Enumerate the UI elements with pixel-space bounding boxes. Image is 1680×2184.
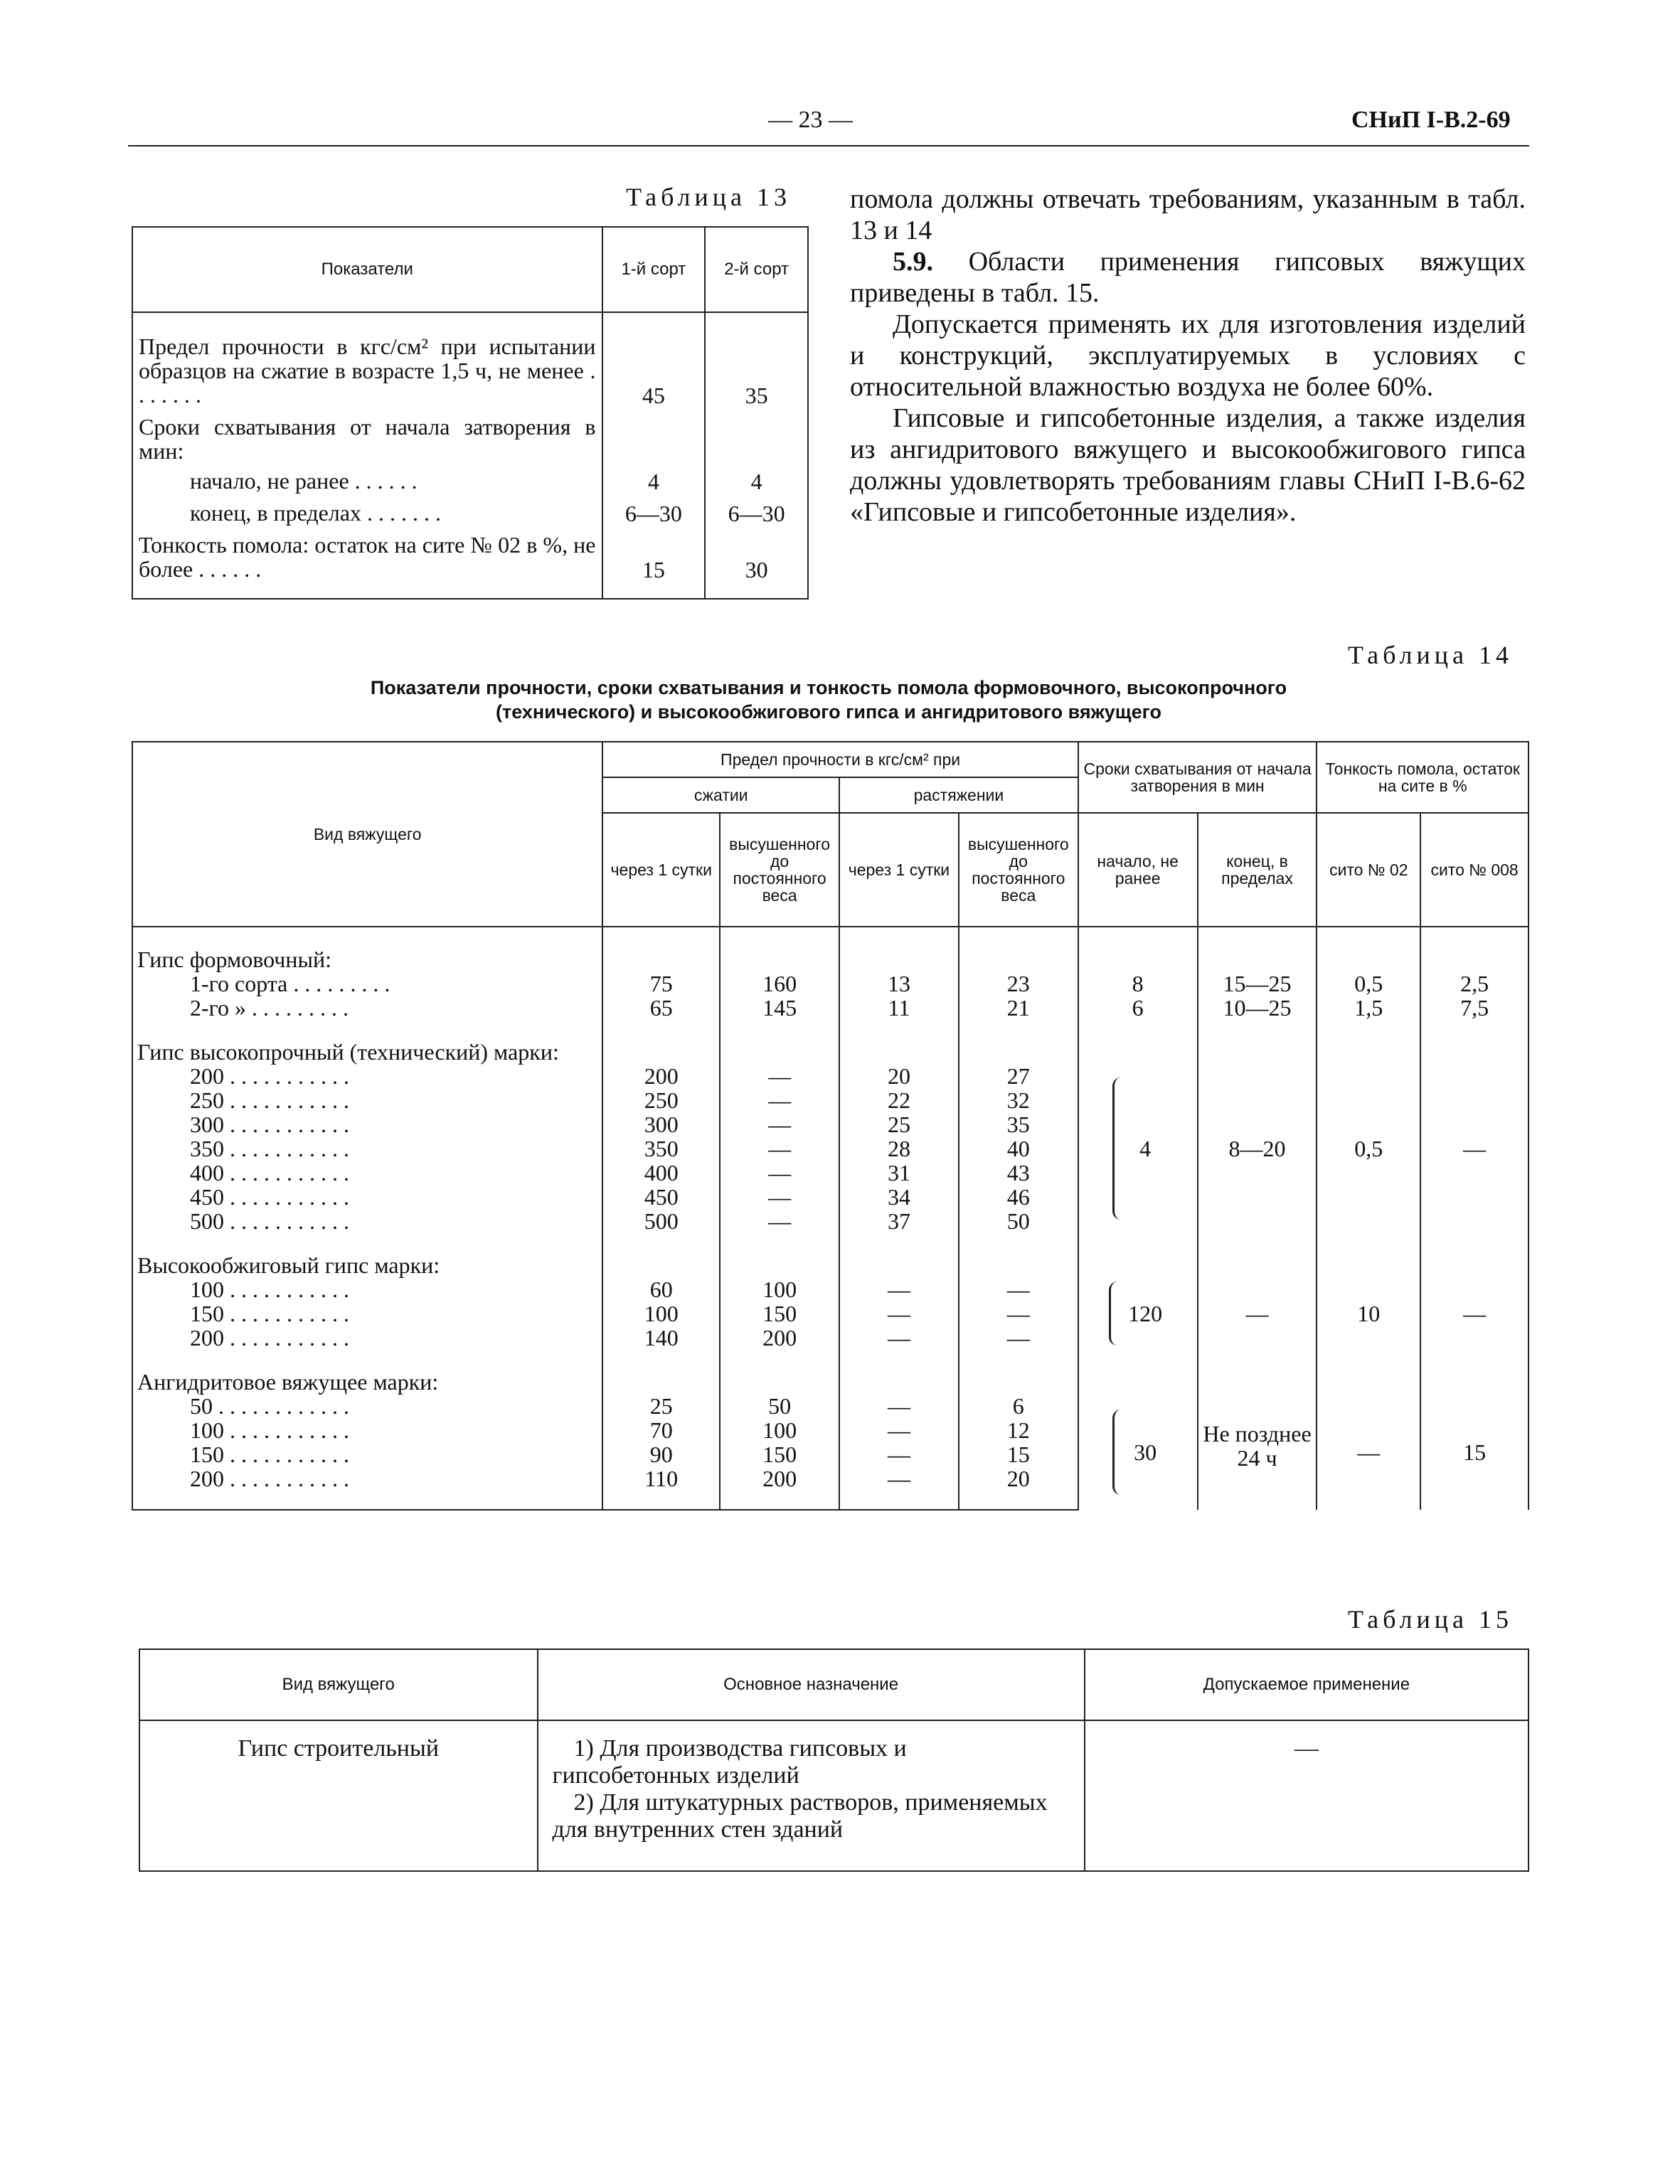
table-row	[132, 1394, 1529, 1418]
group-title-row	[132, 1233, 1529, 1277]
group-title-row	[132, 1350, 1529, 1394]
cell-value: 6	[959, 1394, 1078, 1418]
paragraph: Гипсовые и гипсобетонные изделия, а также изделия из ангидритового вяжущего и высокообжигового гипса должны удовлетворять требованиям главы СНиП I-В.6-62 «Гипсовые и гипсобетонные изделия».	[850, 403, 1526, 527]
group-title: Высокообжиговый гипс марки:	[132, 1233, 602, 1277]
table14-header-end: конец, в пределах	[1198, 813, 1317, 927]
cell-value: 22	[839, 1088, 959, 1112]
row-label: 2-го » . . . . . . . . .	[132, 996, 602, 1020]
title-line: Показатели прочности, сроки схватывания и тонкость помола формовочного, высокопрочного	[370, 677, 1287, 698]
cell-shared-start	[1078, 1394, 1198, 1510]
cell-value: 450	[602, 1185, 720, 1209]
row-label: 350 . . . . . . . . . . .	[132, 1136, 602, 1161]
purpose-item: 2) Для штукатурных растворов, применяемых для внутренних стен зданий	[552, 1789, 1048, 1843]
row-label: 200 . . . . . . . . . . .	[132, 1466, 602, 1510]
cell-value: —	[1420, 1277, 1529, 1350]
cell-value: 15	[959, 1442, 1078, 1466]
title-line: (технического) и высокообжигового гипса и ангидритового вяжущего	[496, 701, 1161, 723]
table13-header-indicator: Показатели	[132, 227, 602, 312]
table14-title	[128, 676, 1529, 724]
row-label: начало, не ранее . . . . . .	[132, 466, 602, 498]
cell-value: 120	[1128, 1301, 1163, 1326]
cell-value: 300	[602, 1112, 720, 1136]
cell-value: 10—25	[1198, 996, 1317, 1020]
table14-header-tension: растяжении	[839, 777, 1078, 813]
group-title-row	[132, 927, 1529, 971]
table14-caption: Таблица 14	[1348, 641, 1513, 669]
table15-header-binder: Вид вяжущего	[139, 1649, 538, 1720]
cell-value: 6—30	[705, 498, 808, 530]
cell-value: —	[839, 1277, 959, 1301]
cell-value: —	[1317, 1394, 1420, 1510]
cell-value: 28	[839, 1136, 959, 1161]
cell-value: 21	[959, 996, 1078, 1020]
cell-value: 11	[839, 996, 959, 1020]
cell-purpose	[538, 1720, 1085, 1871]
clause-number: 5.9.	[893, 247, 933, 277]
cell-value: 50	[959, 1209, 1078, 1233]
cell-value	[705, 412, 808, 466]
cell-value: 31	[839, 1161, 959, 1185]
cell-value: 8—20	[1198, 1064, 1317, 1233]
table14-header-compression: сжатии	[602, 777, 839, 813]
cell-value: 20	[839, 1064, 959, 1088]
cell-value: 250	[602, 1088, 720, 1112]
table14-header-dried: высушенного до постоянного веса	[959, 813, 1078, 927]
table13-header-grade1: 1-й сорт	[602, 227, 706, 312]
cell-value: 145	[720, 996, 839, 1020]
table-row	[132, 312, 808, 412]
table13-caption: Таблица 13	[626, 183, 791, 211]
cell-value: 35	[959, 1112, 1078, 1136]
row-label: 100 . . . . . . . . . . .	[132, 1418, 602, 1442]
row-label: 300 . . . . . . . . . . .	[132, 1112, 602, 1136]
cell-value: 140	[602, 1326, 720, 1350]
paragraph: Допускается применять их для изготовления изделий и конструкций, эксплуатируемых в условиях с относительной влажностью воздуха не более 60%.	[850, 309, 1526, 402]
cell-value: 100	[720, 1418, 839, 1442]
cell-value: 6—30	[602, 498, 706, 530]
table14-header-after-day: через 1 сутки	[602, 813, 720, 927]
table14	[132, 741, 1529, 1511]
table-row	[132, 412, 808, 466]
cell-value: 25	[602, 1394, 720, 1418]
cell-value: 500	[602, 1209, 720, 1233]
table15-header-allowed: Допускаемое применение	[1085, 1649, 1529, 1720]
group-title: Гипс формовочный:	[132, 927, 602, 971]
group-title: Ангидритовое вяжущее марки:	[132, 1350, 602, 1394]
cell-value: 43	[959, 1161, 1078, 1185]
cell-value: 4	[602, 466, 706, 498]
cell-value: —	[720, 1136, 839, 1161]
cell-value: —	[839, 1442, 959, 1466]
document-code: СНиП I-В.2-69	[1351, 107, 1511, 133]
cell-value: —	[1420, 1064, 1529, 1233]
cell-value: —	[720, 1112, 839, 1136]
table-row	[132, 996, 1529, 1020]
row-label: 50 . . . . . . . . . . . .	[132, 1394, 602, 1418]
cell-value: 20	[959, 1466, 1078, 1510]
row-label: 500 . . . . . . . . . . .	[132, 1209, 602, 1233]
cell-value: 25	[839, 1112, 959, 1136]
cell-value: 30	[1134, 1439, 1157, 1465]
cell-value: 15—25	[1198, 971, 1317, 996]
cell-value: —	[720, 1185, 839, 1209]
cell-value: 4	[705, 466, 808, 498]
cell-value: 1,5	[1317, 996, 1420, 1020]
row-label: 250 . . . . . . . . . . .	[132, 1088, 602, 1112]
group-title-row	[132, 1020, 1529, 1064]
table-row	[139, 1720, 1529, 1871]
cell-value: —	[959, 1301, 1078, 1326]
cell-value: 0,5	[1317, 1064, 1420, 1233]
cell-binder: Гипс строительный	[139, 1720, 538, 1871]
cell-value: 90	[602, 1442, 720, 1466]
row-label: Сроки схватывания от начала затворения в мин:	[132, 412, 602, 466]
cell-value: 32	[959, 1088, 1078, 1112]
cell-value: —	[839, 1301, 959, 1326]
row-label: конец, в пределах . . . . . . .	[132, 498, 602, 530]
cell-shared-start	[1078, 1277, 1198, 1350]
row-label: 400 . . . . . . . . . . .	[132, 1161, 602, 1185]
cell-value: 70	[602, 1418, 720, 1442]
cell-value: 200	[602, 1064, 720, 1088]
cell-value: 200	[720, 1466, 839, 1510]
cell-value: —	[720, 1064, 839, 1088]
table14-header-dried: высушенного до постоянного веса	[720, 813, 839, 927]
cell-value: 40	[959, 1136, 1078, 1161]
cell-value: —	[1198, 1277, 1317, 1350]
table15	[139, 1648, 1529, 1872]
cell-value: 30	[705, 530, 808, 599]
cell-value: 12	[959, 1418, 1078, 1442]
table14-header-setting: Сроки схватывания от начала затворения в мин	[1078, 742, 1317, 813]
row-label: 200 . . . . . . . . . . .	[132, 1326, 602, 1350]
brace-icon	[1112, 1077, 1163, 1220]
table-row	[132, 498, 808, 530]
cell-value: 160	[720, 971, 839, 996]
cell-value: —	[839, 1418, 959, 1442]
row-label: 1-го сорта . . . . . . . . .	[132, 971, 602, 996]
cell-shared-start	[1078, 1064, 1198, 1233]
cell-value: 45	[602, 312, 706, 412]
cell-value: —	[720, 1088, 839, 1112]
cell-value: 200	[720, 1326, 839, 1350]
table14-header-fineness: Тонкость помола, остаток на сите в %	[1317, 742, 1529, 813]
cell-value: 150	[720, 1442, 839, 1466]
cell-value: 60	[602, 1277, 720, 1301]
row-label: 200 . . . . . . . . . . .	[132, 1064, 602, 1088]
group-title: Гипс высокопрочный (технический) марки:	[132, 1020, 602, 1064]
cell-value: 350	[602, 1136, 720, 1161]
cell-value: 10	[1317, 1277, 1420, 1350]
cell-value: —	[720, 1161, 839, 1185]
header-rule	[128, 145, 1529, 147]
cell-value: 2,5	[1420, 971, 1529, 996]
cell-value: 6	[1078, 996, 1198, 1020]
cell-value: 34	[839, 1185, 959, 1209]
table13-header-grade2: 2-й сорт	[705, 227, 808, 312]
cell-value: 7,5	[1420, 996, 1529, 1020]
cell-value	[602, 412, 706, 466]
table15-header-purpose: Основное назначение	[538, 1649, 1085, 1720]
table14-header-sieve02: сито № 02	[1317, 813, 1420, 927]
table14-header-sieve008: сито № 008	[1420, 813, 1529, 927]
table15-caption: Таблица 15	[1348, 1605, 1513, 1634]
cell-value: Не позднее 24 ч	[1198, 1394, 1317, 1510]
cell-value: 15	[602, 530, 706, 599]
row-label: Тонкость помола: остаток на сите № 02 в %, не более . . . . . .	[132, 530, 602, 599]
cell-value: —	[959, 1277, 1078, 1301]
table-row	[132, 1064, 1529, 1088]
row-label: 150 . . . . . . . . . . .	[132, 1442, 602, 1466]
table-row	[132, 1277, 1529, 1301]
cell-value: 35	[705, 312, 808, 412]
cell-value: 23	[959, 971, 1078, 996]
row-label: 150 . . . . . . . . . . .	[132, 1301, 602, 1326]
cell-value: 150	[720, 1301, 839, 1326]
table-row	[132, 971, 1529, 996]
paragraph-text: Области применения гипсовых вяжущих приведены в табл. 15.	[850, 247, 1526, 308]
purpose-item: 1) Для производства гипсовых и гипсобетонных изделий	[552, 1735, 907, 1789]
page-number: — 23 —	[768, 107, 853, 133]
table14-header-binder: Вид вяжущего	[132, 742, 602, 927]
cell-value: 65	[602, 996, 720, 1020]
cell-value: 15	[1420, 1394, 1529, 1510]
cell-value: 4	[1139, 1136, 1152, 1161]
cell-value: —	[839, 1394, 959, 1418]
cell-value: 13	[839, 971, 959, 996]
body-text	[850, 183, 1526, 528]
row-label: 100 . . . . . . . . . . .	[132, 1277, 602, 1301]
table14-header-strength: Предел прочности в кгс/см² при	[602, 742, 1078, 777]
brace-icon	[1109, 1282, 1166, 1346]
cell-value: —	[720, 1209, 839, 1233]
row-label: Предел прочности в кгс/см² при испытании образцов на сжатие в возрасте 1,5 ч, не менее . . . . . . .	[132, 312, 602, 412]
paragraph	[850, 246, 1526, 309]
cell-value: 100	[720, 1277, 839, 1301]
table14-header-after-day: через 1 сутки	[839, 813, 959, 927]
row-label: 450 . . . . . . . . . . .	[132, 1185, 602, 1209]
cell-value: —	[839, 1466, 959, 1510]
table-row	[132, 530, 808, 599]
table13	[132, 226, 809, 600]
cell-value: 110	[602, 1466, 720, 1510]
cell-value: 27	[959, 1064, 1078, 1088]
cell-value: 100	[602, 1301, 720, 1326]
table-row	[132, 466, 808, 498]
cell-allowed: —	[1085, 1720, 1529, 1871]
cell-value: —	[839, 1326, 959, 1350]
table14-header-start: начало, не ранее	[1078, 813, 1198, 927]
cell-value: 37	[839, 1209, 959, 1233]
paragraph: помола должны отвечать требованиям, указанным в табл. 13 и 14	[850, 184, 1526, 245]
cell-value: 50	[720, 1394, 839, 1418]
cell-value: 400	[602, 1161, 720, 1185]
cell-value: 0,5	[1317, 971, 1420, 996]
cell-value: —	[959, 1326, 1078, 1350]
cell-value: 46	[959, 1185, 1078, 1209]
brace-icon	[1112, 1410, 1163, 1495]
cell-value: 8	[1078, 971, 1198, 996]
cell-value: 75	[602, 971, 720, 996]
